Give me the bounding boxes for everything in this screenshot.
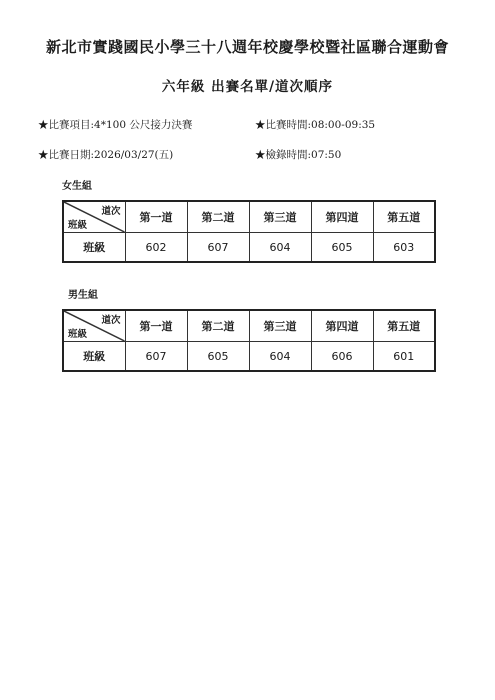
boys-corner-lane-label: 道次	[101, 315, 121, 326]
girls-lane-3-header: 第三道	[249, 201, 311, 233]
info-time: ★比賽時間:08:00-09:35	[255, 119, 376, 131]
boys-lane-5-header: 第五道	[373, 310, 435, 342]
boys-lane-2-class: 605	[187, 342, 249, 372]
girls-lane-table	[62, 200, 436, 263]
boys-lane-5-class: 601	[373, 342, 435, 372]
girls-corner-lane-label: 道次	[101, 206, 121, 217]
info-checkin: ★檢錄時間:07:50	[255, 149, 342, 161]
page-title: 新北市實踐國民小學三十八週年校慶學校暨社區聯合運動會	[45, 38, 449, 56]
girls-group-label: 女生組	[62, 181, 92, 192]
info-event: ★比賽項目:4*100 公尺接力決賽	[38, 119, 193, 131]
girls-lane-2-class: 607	[187, 233, 249, 263]
boys-lane-2-header: 第二道	[187, 310, 249, 342]
girls-lane-1-class: 602	[125, 233, 187, 263]
boys-class-row	[63, 342, 435, 372]
girls-lane-4-header: 第四道	[311, 201, 373, 233]
girls-header-row	[63, 201, 435, 233]
info-date: ★比賽日期:2026/03/27(五)	[38, 149, 174, 161]
boys-row-label: 班級	[63, 342, 125, 372]
boys-lane-3-header: 第三道	[249, 310, 311, 342]
girls-row-label: 班級	[63, 233, 125, 263]
page-subtitle: 六年級 出賽名單/道次順序	[161, 79, 334, 95]
boys-corner-cell	[63, 310, 125, 342]
boys-lane-4-header: 第四道	[311, 310, 373, 342]
boys-lane-3-class: 604	[249, 342, 311, 372]
boys-lane-1-class: 607	[125, 342, 187, 372]
boys-lane-4-class: 606	[311, 342, 373, 372]
girls-class-row	[63, 233, 435, 263]
girls-lane-3-class: 604	[249, 233, 311, 263]
boys-lane-table	[62, 309, 436, 372]
girls-lane-1-header: 第一道	[125, 201, 187, 233]
girls-lane-2-header: 第二道	[187, 201, 249, 233]
boys-group-label: 男生組	[68, 290, 98, 301]
boys-lane-1-header: 第一道	[125, 310, 187, 342]
girls-corner-cell	[63, 201, 125, 233]
girls-lane-5-class: 603	[373, 233, 435, 263]
boys-corner-class-label: 班級	[68, 329, 88, 340]
girls-lane-4-class: 605	[311, 233, 373, 263]
girls-corner-class-label: 班級	[68, 220, 88, 231]
boys-header-row	[63, 310, 435, 342]
girls-lane-5-header: 第五道	[373, 201, 435, 233]
